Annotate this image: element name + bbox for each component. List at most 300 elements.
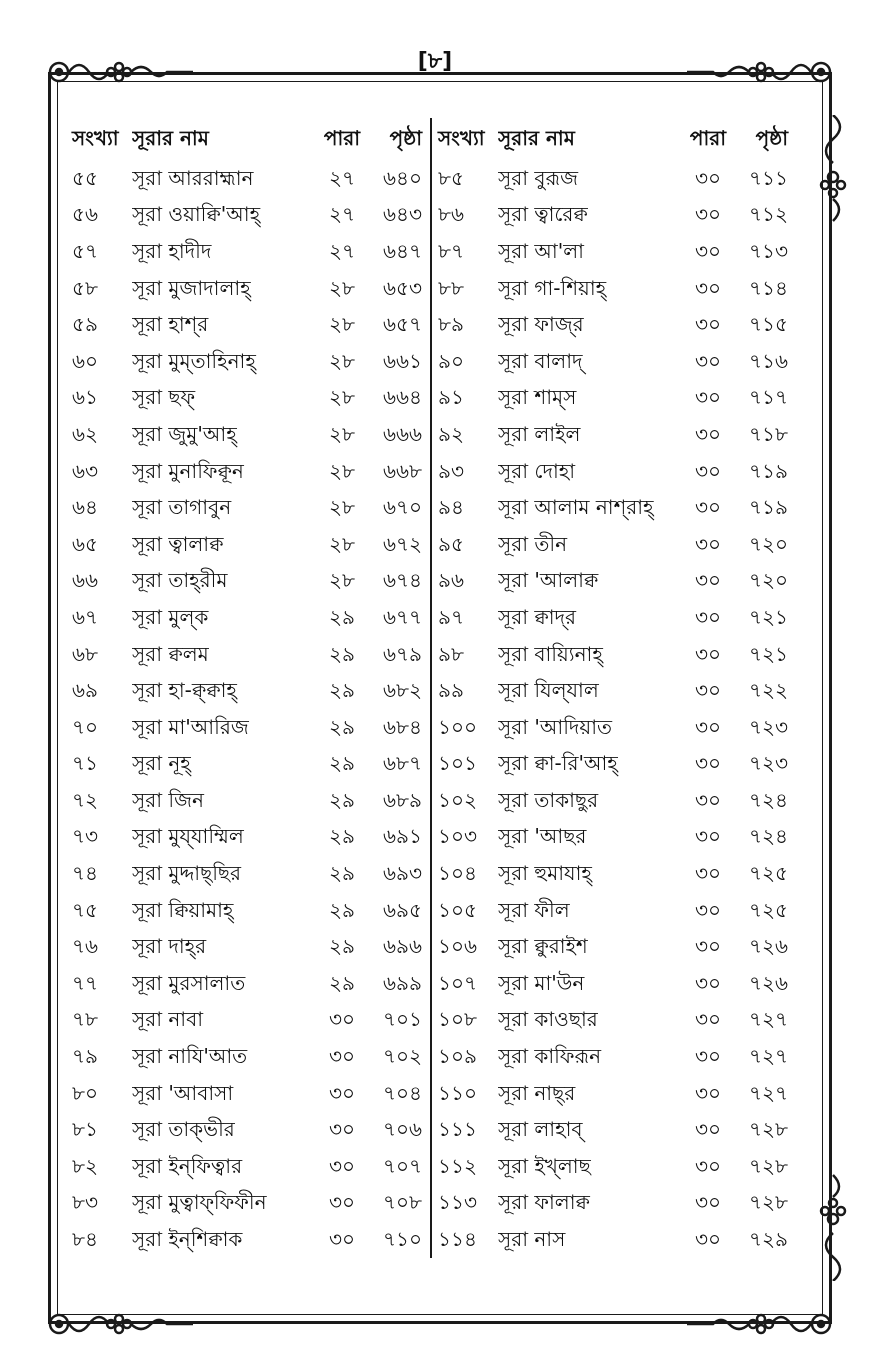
surah-name: সূরা বায়্যিনাহ্ (498, 641, 603, 666)
surah-number: ৬৫ (72, 531, 98, 556)
surah-number: ৫৫ (72, 165, 98, 190)
surah-number: ৫৮ (72, 275, 98, 300)
surah-name: সূরা লাহাব্ (498, 1117, 583, 1142)
para-number: ২৮ (329, 531, 355, 556)
table-row (438, 748, 788, 785)
table-row (72, 1040, 422, 1077)
surah-number: ১১২ (438, 1153, 477, 1178)
para-number: ২৮ (329, 312, 355, 337)
table-row (438, 857, 788, 894)
table-row (72, 821, 422, 858)
surah-number: ৮২ (72, 1153, 98, 1178)
page-number-cell: ৬৪৭ (383, 238, 422, 263)
page-number-cell: ৭০১ (383, 1007, 422, 1032)
surah-name: সূরা শাম্‌স (498, 385, 577, 410)
surah-name: সূরা মুদ্দাছ্‌ছির (132, 861, 242, 886)
side-ornament-icon (815, 115, 851, 225)
page-number-cell: ৭২১ (749, 604, 788, 629)
table-row (438, 491, 788, 528)
page-number-cell: ৬৯৫ (383, 897, 422, 922)
para-number: ৩০ (694, 970, 721, 995)
para-number: ৩০ (694, 897, 721, 922)
table-row (438, 674, 788, 711)
surah-name: সূরা ফাজ্‌র (498, 312, 584, 337)
table-row (72, 784, 422, 821)
page-number-cell: ৭০৭ (382, 1153, 422, 1178)
surah-name: সূরা তাহ্‌রীম (132, 568, 228, 593)
surah-number: ৮৫ (438, 165, 464, 190)
surah-name: সূরা ওয়াক্বি'আহ্ (132, 202, 261, 227)
page-number-cell: ৬৬৬ (382, 421, 422, 446)
surah-number: ৭৬ (72, 934, 99, 959)
table-row (438, 894, 788, 931)
header-number: সংখ্যা (438, 125, 485, 150)
table-row (438, 601, 788, 638)
surah-name: সূরা 'আদিয়াত (498, 714, 613, 739)
surah-number: ৯০ (438, 348, 464, 373)
header-number: সংখ্যা (72, 125, 119, 150)
page-number-cell: ৬৭৯ (383, 641, 422, 666)
surah-number: ৮০ (72, 1080, 98, 1105)
surah-number: ৬৯ (72, 678, 98, 703)
surah-number: ৭৫ (72, 897, 98, 922)
para-number: ২৯ (329, 678, 355, 703)
para-number: ৩০ (694, 1227, 721, 1252)
surah-number: ৮৮ (438, 275, 464, 300)
surah-name: সূরা মুল্‌ক (132, 604, 209, 629)
table-row (72, 857, 422, 894)
surah-name: সূরা হাশ্‌র (132, 312, 209, 337)
para-number: ৩০ (328, 1007, 355, 1032)
table-row (72, 199, 422, 236)
table-row (72, 930, 422, 967)
surah-number: ৯৮ (438, 641, 464, 666)
page-number-cell: ৭২৪ (749, 824, 788, 849)
table-row (72, 272, 422, 309)
surah-name: সূরা ত্বারেক্ব (498, 202, 588, 227)
surah-name: সূরা কাফিরূন (498, 1044, 602, 1069)
page-number-cell: ৭১৬ (749, 348, 788, 373)
para-number: ৩০ (694, 348, 721, 373)
page-number-cell: ৭১১ (749, 165, 788, 190)
para-number: ৩০ (328, 1227, 355, 1252)
surah-number: ৭৩ (72, 824, 99, 849)
surah-name: সূরা নাযি'আত (132, 1044, 248, 1069)
para-number: ২৯ (329, 934, 355, 959)
page-number-cell: ৭২৬ (748, 934, 788, 959)
table-row (438, 711, 788, 748)
table-row (438, 1040, 788, 1077)
surah-name: সূরা মুম্‌তাহিনাহ্ (132, 348, 256, 373)
surah-name: সূরা ছফ্ (132, 385, 195, 410)
surah-name: সূরা বালাদ্ (498, 348, 583, 373)
para-number: ২৯ (329, 641, 355, 666)
surah-number: ৯২ (438, 421, 464, 446)
table-row (438, 382, 788, 419)
page-number-cell: ৬৭০ (382, 495, 422, 520)
surah-number: ১১১ (438, 1117, 477, 1142)
surah-name: সূরা মুত্বাফ্‌ফিফীন (132, 1190, 267, 1215)
para-number: ২৯ (329, 604, 355, 629)
para-number: ২৮ (329, 348, 355, 373)
table-row (72, 894, 422, 931)
table-row (438, 1004, 788, 1041)
page-number-cell: ৭১৪ (749, 275, 788, 300)
page-number-cell: ৬৪০ (383, 165, 422, 190)
surah-name: সূরা গা-শিয়াহ্ (498, 275, 607, 300)
surah-name: সূরা নূহ্ (132, 751, 191, 776)
table-row (72, 345, 422, 382)
table-row (72, 455, 422, 492)
page-number: [৮] (417, 49, 453, 74)
table-row (72, 967, 422, 1004)
surah-number: ৮১ (72, 1117, 98, 1142)
para-number: ২৭ (328, 165, 355, 190)
para-number: ৩০ (694, 714, 721, 739)
surah-name: সূরা জুমু'আহ্ (132, 421, 237, 446)
surah-name: সূরা 'আলাক্ব (498, 568, 599, 593)
surah-name: সূরা ইন্‌শিক্বাক (132, 1227, 243, 1252)
table-row (438, 455, 788, 492)
surah-number: ৬২ (72, 421, 99, 446)
page-number-cell: ৭২২ (748, 678, 788, 703)
surah-number: ৯৯ (438, 678, 464, 703)
para-number: ৩০ (328, 1080, 355, 1105)
header-page: পৃষ্ঠা (755, 125, 788, 150)
table-row (438, 638, 788, 675)
table-row (72, 162, 422, 199)
surah-number: ১০৩ (438, 824, 477, 849)
table-row (438, 308, 788, 345)
header-para: পারা (689, 125, 727, 150)
surah-name: সূরা ক্বিয়ামাহ্ (132, 897, 234, 922)
page-number-cell: ৭১৩ (749, 238, 788, 263)
page-number-cell: ৭২৩ (748, 714, 788, 739)
surah-number: ৮৯ (438, 312, 464, 337)
header-para: পারা (323, 125, 361, 150)
para-number: ২৯ (329, 861, 355, 886)
corner-ornament-icon (45, 55, 195, 89)
para-number: ৩০ (694, 275, 721, 300)
header-name: সূরার নাম (132, 125, 209, 150)
page-number-cell: ৭২৬ (748, 970, 788, 995)
para-number: ৩০ (694, 824, 721, 849)
surah-number: ৬৪ (72, 495, 98, 520)
surah-name: সূরা 'আবাসা (132, 1080, 234, 1105)
para-number: ২৮ (329, 385, 355, 410)
table-row (438, 272, 788, 309)
surah-name: সূরা কাওছার (498, 1007, 598, 1032)
page-number-cell: ৬৭৪ (383, 568, 422, 593)
table-row (438, 1187, 788, 1224)
surah-name: সূরা ইখ্‌লাছ (498, 1153, 591, 1178)
table-row (438, 418, 788, 455)
page-number-cell: ৭২৩ (748, 751, 788, 776)
para-number: ৩০ (328, 1190, 355, 1215)
para-number: ৩০ (694, 385, 721, 410)
table-header-row (438, 118, 788, 162)
table-row (438, 1150, 788, 1187)
page-number-cell: ৬৮৭ (383, 751, 422, 776)
table-row (438, 565, 788, 602)
table-row (72, 491, 422, 528)
surah-number: ১০৬ (438, 934, 477, 959)
surah-number: ৬১ (72, 385, 98, 410)
page-number-cell: ৭২৪ (749, 787, 788, 812)
para-number: ২৯ (329, 897, 355, 922)
surah-name: সূরা ত্বালাক্ব (132, 531, 224, 556)
surah-name: সূরা জিন (132, 787, 204, 812)
table-row (438, 345, 788, 382)
table-row (72, 308, 422, 345)
page-number-cell: ৭২০ (748, 568, 788, 593)
surah-number: ৯৫ (438, 531, 464, 556)
surah-number: ৬৩ (72, 458, 99, 483)
table-header-row (72, 118, 422, 162)
table-row (72, 1150, 422, 1187)
surah-name: সূরা হা-ক্ব্‌ক্বাহ্ (132, 678, 237, 703)
page-number-cell: ৬৮৯ (383, 787, 422, 812)
table-row (72, 674, 422, 711)
table-row (438, 528, 788, 565)
para-number: ৩০ (694, 934, 721, 959)
page-number-cell: ৬৭৭ (382, 604, 422, 629)
page-number-cell: ৬৮২ (383, 678, 422, 703)
surah-name: সূরা আলাম নাশ্‌রাহ্ (498, 495, 654, 520)
para-number: ২৮ (329, 458, 355, 483)
para-number: ৩০ (694, 458, 721, 483)
surah-name: সূরা তাক্‌ভীর (132, 1117, 235, 1142)
surah-name: সূরা তীন (498, 531, 568, 556)
page-number-cell: ৭২৭ (748, 1007, 788, 1032)
corner-ornament-icon (45, 1307, 195, 1341)
page-number-cell: ৭১২ (749, 202, 788, 227)
surah-name: সূরা মুজাদালাহ্ (132, 275, 251, 300)
surah-name: সূরা ক্বা-রি'আহ্ (498, 751, 618, 776)
table-row (72, 638, 422, 675)
right-column (438, 118, 788, 1260)
para-number: ২৯ (329, 714, 355, 739)
page-number-cell: ৭২৮ (749, 1190, 788, 1215)
table-row (438, 930, 788, 967)
surah-name: সূরা হুমাযাহ্ (498, 861, 592, 886)
surah-name: সূরা দোহা (498, 458, 576, 483)
surah-name: সূরা হাদীদ (132, 238, 212, 263)
para-number: ৩০ (694, 751, 721, 776)
page-number-cell: ৭২৯ (749, 1227, 788, 1252)
page-number-cell: ৭১৯ (749, 495, 788, 520)
page-number-cell: ৬৬১ (383, 348, 422, 373)
surah-number: ৭৪ (72, 861, 98, 886)
para-number: ৩০ (694, 165, 721, 190)
para-number: ৩০ (694, 1190, 721, 1215)
page-number-cell: ৬৫৭ (383, 312, 422, 337)
para-number: ২৮ (329, 568, 355, 593)
para-number: ৩০ (694, 531, 721, 556)
para-number: ২৭ (328, 202, 355, 227)
surah-number: ১০৮ (438, 1007, 477, 1032)
surah-name: সূরা ফালাক্ব (498, 1190, 590, 1215)
header-page: পৃষ্ঠা (389, 125, 422, 150)
para-number: ৩০ (694, 641, 721, 666)
surah-number: ১০৫ (438, 897, 477, 922)
table-row (438, 1223, 788, 1260)
para-number: ৩০ (694, 1117, 721, 1142)
column-divider (430, 118, 432, 1258)
table-row (72, 565, 422, 602)
surah-number: ৯৪ (438, 495, 464, 520)
page-number-cell: ৬৯১ (383, 824, 422, 849)
para-number: ২৮ (329, 421, 355, 446)
para-number: ৩০ (328, 1044, 355, 1069)
table-row (72, 1113, 422, 1150)
surah-name: সূরা মা'আরিজ (132, 714, 249, 739)
surah-name: সূরা ক্বলম (132, 641, 209, 666)
surah-number: ৯৩ (438, 458, 464, 483)
surah-number: ৭১ (72, 751, 98, 776)
surah-number: ৫৯ (72, 312, 98, 337)
surah-number: ৯৭ (438, 604, 464, 629)
page-number-cell: ৭২৮ (749, 1117, 788, 1142)
page-number-cell: ৭১৭ (749, 385, 788, 410)
surah-number: ১০১ (438, 751, 477, 776)
para-number: ৩০ (694, 238, 721, 263)
surah-name: সূরা দাহ্‌র (132, 934, 207, 959)
surah-name: সূরা ফীল (498, 897, 570, 922)
page-number-cell: ৭২৫ (749, 861, 788, 886)
table-row (438, 235, 788, 272)
surah-number: ১১৪ (438, 1227, 477, 1252)
page-number-cell: ৬৯৯ (383, 970, 422, 995)
surah-name: সূরা বুরূজ (498, 165, 578, 190)
table-row (72, 528, 422, 565)
surah-name: সূরা নাস (498, 1227, 566, 1252)
surah-name: সূরা মুনাফিক্বূন (132, 458, 244, 483)
table-row (438, 162, 788, 199)
surah-name: সূরা আররাহ্মান (132, 165, 254, 190)
para-number: ৩০ (694, 1153, 721, 1178)
surah-number: ১০২ (438, 787, 477, 812)
surah-number: ৭০ (72, 714, 99, 739)
para-number: ৩০ (694, 678, 721, 703)
surah-number: ১০৪ (438, 861, 477, 886)
surah-number: ৮৬ (438, 202, 464, 227)
page-number-cell: ৭২৫ (749, 897, 788, 922)
surah-number: ৮৩ (72, 1190, 98, 1215)
table-row (438, 199, 788, 236)
page-number-cell: ৭২৭ (748, 1044, 788, 1069)
header-name: সূরার নাম (498, 125, 575, 150)
table-row (72, 711, 422, 748)
para-number: ২৯ (329, 787, 355, 812)
page-number-cell: ৬৪৩ (383, 202, 422, 227)
surah-name: সূরা ক্বুরাইশ (498, 934, 588, 959)
surah-number: ৫৭ (72, 238, 98, 263)
para-number: ২৮ (329, 275, 355, 300)
surah-number: ১১৩ (438, 1190, 477, 1215)
page-number-cell: ৬৮৪ (383, 714, 422, 739)
surah-number: ৬৭ (72, 604, 99, 629)
surah-number: ৭৯ (72, 1044, 98, 1069)
surah-number: ৭৮ (72, 1007, 98, 1032)
para-number: ৩০ (328, 1117, 355, 1142)
para-number: ৩০ (694, 568, 721, 593)
para-number: ৩০ (328, 1153, 355, 1178)
surah-number: ৮৪ (72, 1227, 98, 1252)
para-number: ২৭ (328, 238, 355, 263)
table-row (72, 418, 422, 455)
para-number: ৩০ (694, 787, 721, 812)
para-number: ২৮ (329, 495, 355, 520)
surah-name: সূরা আ'লা (498, 238, 584, 263)
page-number-cell: ৬৯৬ (383, 934, 422, 959)
surah-number: ৫৬ (72, 202, 98, 227)
surah-number: ১১০ (438, 1080, 477, 1105)
table-row (438, 784, 788, 821)
page-number-cell: ৭০৮ (383, 1190, 422, 1215)
page-number-cell: ৭০৪ (383, 1080, 422, 1105)
page-number-cell: ৭১৮ (749, 421, 788, 446)
surah-number: ৮৭ (438, 238, 464, 263)
surah-number: ৬০ (72, 348, 99, 373)
para-number: ৩০ (694, 421, 721, 446)
table-row (72, 1004, 422, 1041)
surah-name: সূরা তাগাবুন (132, 495, 232, 520)
page-number-cell: ৭২১ (749, 641, 788, 666)
table-row (438, 1113, 788, 1150)
page-number-cell: ৬৫৩ (383, 275, 422, 300)
table-row (72, 748, 422, 785)
surah-name: সূরা 'আছর (498, 824, 587, 849)
para-number: ৩০ (694, 1080, 721, 1105)
page-number-cell: ৬৬৮ (383, 458, 422, 483)
surah-name: সূরা মুয্‌যাম্মিল (132, 824, 244, 849)
page-number-cell: ৭০২ (382, 1044, 422, 1069)
page-number-cell: ৭২৮ (749, 1153, 788, 1178)
surah-number: ৯৬ (438, 568, 464, 593)
page-number-cell: ৭০৬ (382, 1117, 422, 1142)
para-number: ৩০ (694, 495, 721, 520)
side-ornament-icon (815, 1171, 851, 1281)
para-number: ৩০ (694, 1044, 721, 1069)
surah-name: সূরা তাকাছুর (498, 787, 599, 812)
para-number: ৩০ (694, 604, 721, 629)
table-row (438, 821, 788, 858)
surah-name: সূরা লাইল (498, 421, 581, 446)
corner-ornament-icon (685, 1307, 835, 1341)
surah-number: ১০৭ (438, 970, 477, 995)
surah-name: সূরা যিল্‌যাল (498, 678, 599, 703)
table-row (72, 235, 422, 272)
surah-number: ৬৬ (72, 568, 99, 593)
para-number: ৩০ (694, 1007, 721, 1032)
surah-number: ৭২ (72, 787, 99, 812)
page-number-cell: ৭২৭ (748, 1080, 788, 1105)
surah-number: ৯১ (438, 385, 464, 410)
table-row (72, 1077, 422, 1114)
surah-number: ১০০ (438, 714, 477, 739)
page-number-cell: ৬৭২ (382, 531, 422, 556)
corner-ornament-icon (685, 55, 835, 89)
page-number-cell: ৭১০ (383, 1227, 422, 1252)
para-number: ৩০ (694, 312, 721, 337)
surah-name: সূরা মুরসালাত (132, 970, 246, 995)
para-number: ২৯ (329, 970, 355, 995)
table-row (438, 1077, 788, 1114)
table-row (72, 1187, 422, 1224)
surah-index-table (72, 118, 792, 1268)
table-row (72, 382, 422, 419)
